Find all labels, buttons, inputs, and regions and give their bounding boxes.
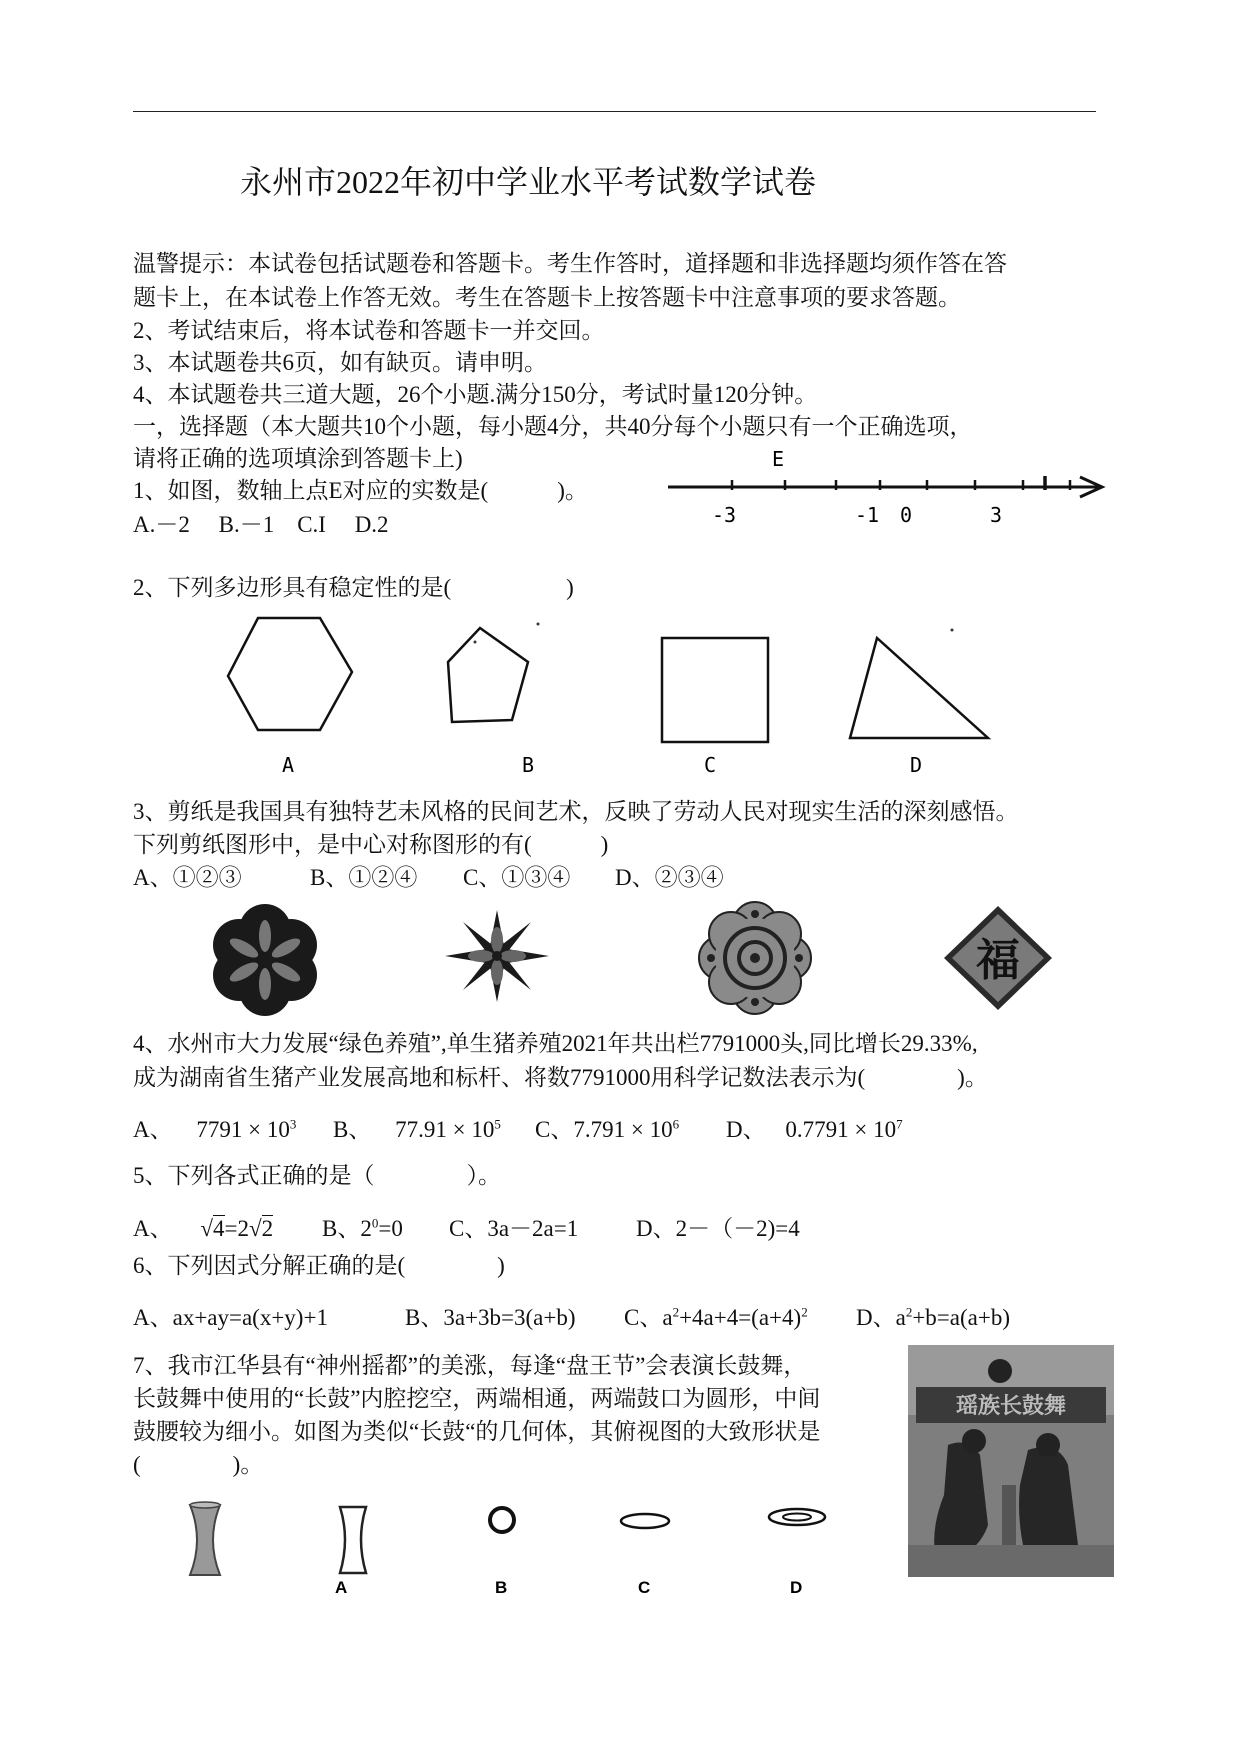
triangle-shape: [850, 638, 988, 738]
q5-option-b: [322, 1213, 403, 1245]
section-heading-line-2: 请将正确的选项填涂到答题卡上): [133, 446, 463, 471]
notice-line-1: 温警提示：本试卷包括试题卷和答题卡。考生作答时，道择题和非选择题均须作答在答: [133, 251, 1007, 276]
q4-option-b-prefix: B、: [333, 1117, 372, 1142]
q6-option-c-exp2: 2: [801, 1304, 808, 1320]
q3-papercut-figure: [185, 900, 1085, 1020]
q4-option-c: [535, 1114, 679, 1146]
drum-label-d: D: [790, 1578, 803, 1595]
section-heading-line-1: 一，选择题（本大题共10个小题，每小题4分，共40分每个小题只有一个正确选项，: [133, 414, 973, 439]
point-e-label: E: [772, 447, 785, 471]
radicand-1: 4: [213, 1216, 225, 1241]
q4-option-a-base: 7791 × 10: [196, 1117, 290, 1142]
q4-option-d-exp: 7: [896, 1116, 903, 1132]
q5-option-b-exp: 0: [371, 1215, 379, 1231]
q5-option-a-prefix: A、: [133, 1216, 173, 1241]
q4-line-1: 4、水州市大力发展“绿色养殖”,单生猪养殖2021年共出栏7791000头,同比增长29.33%,: [133, 1031, 978, 1056]
long-drum-solid-shape: [190, 1505, 220, 1575]
tick-label-3: 3: [990, 503, 1003, 527]
tick-label-zero: 0: [900, 503, 913, 527]
q4-option-c-base: 7.791 × 10: [573, 1117, 673, 1142]
fu-character: 福: [976, 935, 1020, 986]
q4-option-d-prefix: D、: [726, 1117, 766, 1142]
q1-options: A.－2 B.－1 C.I D.2: [133, 512, 389, 537]
q6-option-c-exp: 2: [672, 1304, 680, 1320]
q6-option-c-mid: +4a+4=(a+4): [679, 1305, 802, 1330]
option-b-circle: [490, 1508, 514, 1532]
q6-option-b: B、3a+3b=3(a+b): [405, 1305, 576, 1330]
q3-option-d: D、②③④: [615, 865, 724, 890]
stray-dot-2: [474, 641, 477, 644]
q4-option-d-base: 0.7791 × 10: [785, 1117, 897, 1142]
photo-drum: [1002, 1485, 1016, 1545]
sqrt-sign-2: √: [248, 1216, 262, 1241]
q6-option-c-pre: C、a: [624, 1305, 673, 1330]
option-d-inner-ellipse: [783, 1514, 811, 1521]
q7-line-4: ( )。: [133, 1452, 264, 1477]
q3-line-2: 下列剪纸图形中，是中心对称图形的有( ): [133, 832, 609, 857]
q3-option-c: C、①③④: [463, 865, 571, 890]
shape-label-b: B: [522, 753, 535, 777]
q4-option-a-exp: 3: [289, 1116, 297, 1132]
q4-option-c-prefix: C、: [535, 1117, 574, 1142]
q4-option-d: [726, 1114, 903, 1146]
q4-option-b: [333, 1114, 501, 1146]
q4-option-c-exp: 6: [672, 1116, 680, 1132]
q6-option-d-pre: D、a: [856, 1305, 906, 1330]
dancer-left-head: [962, 1429, 986, 1453]
notice-line-2: 题卡上，在本试卷上作答无效。考生在答题卡上按答题卡中注意事项的要求答题。: [133, 285, 961, 310]
q7-line-2: 长鼓舞中使用的“长鼓”内腔挖空，两端相通，两端鼓口为圆形，中间: [133, 1386, 821, 1411]
page-title: 永州市2022年初中学业水平考试数学试卷: [240, 164, 817, 200]
q6-option-d: [856, 1302, 1010, 1334]
stray-dot-3: [951, 629, 954, 632]
photo-banner-text: 瑶族长鼓舞: [955, 1394, 1067, 1419]
shape-label-d: D: [910, 753, 923, 777]
dancer-right-head: [1036, 1433, 1060, 1457]
top-rule: [133, 111, 1096, 112]
pentagon-shape: [448, 628, 528, 722]
q5-option-a: [133, 1213, 273, 1245]
notice-item-3: 3、本试题卷共6页，如有缺页。请申明。: [133, 350, 547, 375]
option-a-shape: [340, 1507, 366, 1573]
q4-option-a: [133, 1114, 296, 1146]
q3-option-b: B、①②④: [310, 865, 418, 890]
stray-dot-1: [537, 623, 540, 626]
q1-stem: 1、如图，数轴上点E对应的实数是( )。: [133, 478, 588, 503]
q5-option-d: D、2－（－2)=4: [636, 1216, 800, 1241]
q2-polygons-figure: [200, 610, 1020, 790]
drum-label-b: B: [495, 1578, 508, 1595]
option-d-outer-ellipse: [769, 1509, 825, 1525]
drum-top-rim: [190, 1502, 220, 1508]
round-papercut-image: [699, 902, 811, 1014]
q5-option-a-mid: =2: [224, 1216, 249, 1241]
q5-stem: 5、下列各式正确的是（ ）。: [133, 1163, 501, 1188]
q6-option-a: A、ax+ay=a(x+y)+1: [133, 1305, 328, 1330]
drum-label-c: C: [638, 1578, 651, 1595]
q4-option-a-prefix: A、: [133, 1117, 173, 1142]
shape-label-c: C: [704, 753, 717, 777]
q4-option-b-exp: 5: [494, 1116, 501, 1132]
option-c-ellipse: [621, 1514, 669, 1528]
q4-line-2: 成为湖南省生猪产业发展高地和标杆、将数7791000用科学记数法表示为( )。: [133, 1065, 988, 1090]
photo-ground: [908, 1545, 1114, 1577]
flower-papercut-image: [213, 904, 317, 1016]
q6-option-d-exp: 2: [905, 1304, 913, 1320]
q7-line-1: 7、我市江华县有“神州摇都”的美涨，每逢“盘王节”会表演长鼓舞，: [133, 1353, 807, 1378]
q4-option-b-base: 77.91 × 10: [395, 1117, 495, 1142]
q6-stem: 6、下列因式分解正确的是( ): [133, 1253, 505, 1278]
fu-papercut-image: [944, 906, 1052, 1010]
notice-item-4: 4、本试题卷共三道大题，26个小题.满分150分，考试时量120分钟。: [133, 382, 818, 407]
q6-option-d-rest: +b=a(a+b): [912, 1305, 1010, 1330]
q5-option-b-rest: =0: [378, 1216, 403, 1241]
q1-number-line-figure: [660, 440, 1120, 535]
q3-line-1: 3、剪纸是我国具有独特艺未风格的民间艺术，反映了劳动人民对现实生活的深刻感悟。: [133, 799, 1019, 824]
q5-option-b-prefix: B、2: [322, 1216, 372, 1241]
q7-line-3: 鼓腰较为细小。如图为类似“长鼓“的几何体，其俯视图的大致形状是: [133, 1419, 821, 1444]
hexagon-shape: [228, 618, 352, 730]
tick-label-minus-3: -3: [712, 503, 737, 527]
photo-lantern: [988, 1359, 1012, 1383]
sqrt-sign: √: [200, 1216, 213, 1241]
q7-drum-options-figure: [180, 1495, 880, 1595]
drum-label-a: A: [335, 1578, 348, 1595]
q2-stem: 2、下列多边形具有稳定性的是( ): [133, 575, 574, 600]
q5-option-c: C、3a－2a=1: [449, 1216, 579, 1241]
tick-label-minus-1: -1: [855, 503, 880, 527]
long-drum-dance-photo: [908, 1345, 1114, 1577]
notice-item-2: 2、考试结束后，将本试卷和答题卡一并交回。: [133, 318, 605, 343]
square-shape: [662, 638, 768, 742]
radicand-2: 2: [261, 1216, 274, 1241]
q6-option-c: [624, 1302, 808, 1334]
star-papercut-image: [445, 910, 549, 1002]
q3-option-a: A、①②③: [133, 865, 242, 890]
shape-label-a: A: [282, 753, 295, 777]
